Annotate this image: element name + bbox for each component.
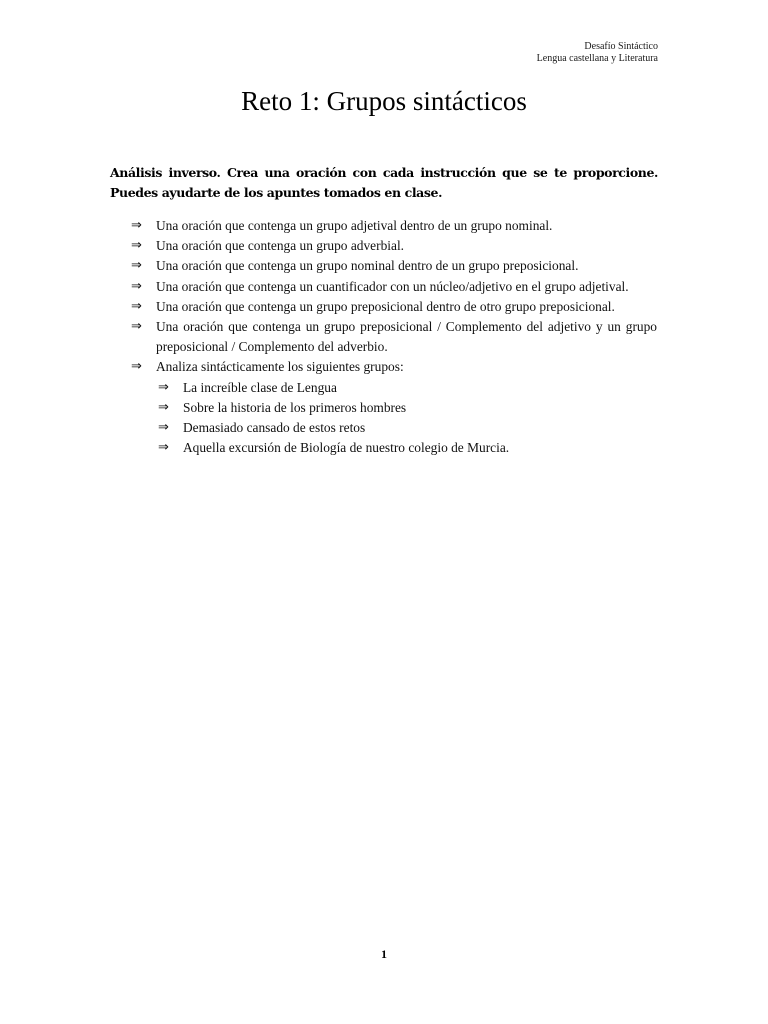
double-arrow-icon: ⇒ [131,359,142,375]
page-number: 1 [381,947,387,961]
running-header [537,41,658,65]
task-text: Una oración que contenga un grupo preposicional dentro de otro grupo preposicional. [156,298,615,314]
double-arrow-icon: ⇒ [131,218,142,233]
analysis-group-text: Demasiado cansado de estos retos [183,420,366,436]
double-arrow-icon: ⇒ [131,258,142,274]
task-text: Una oración que contenga un grupo adjetival dentro de un grupo nominal. [156,218,553,233]
double-arrow-icon: ⇒ [158,440,169,456]
double-arrow-icon: ⇒ [158,399,169,415]
double-arrow-icon: ⇒ [131,319,142,335]
analysis-group-list [156,378,657,459]
analysis-group-item [158,398,657,418]
header-course-title: Desafío Sintáctico [584,41,658,52]
task-text: Una oración que contenga un grupo nominal dentro de un grupo preposicional. [156,258,579,274]
analysis-group-item [158,378,657,398]
page-title: Reto 1: Grupos sintácticos [241,86,527,116]
task-item [131,256,657,276]
analysis-group-item [158,438,657,458]
double-arrow-icon: ⇒ [158,379,169,395]
double-arrow-icon: ⇒ [131,238,142,254]
double-arrow-icon: ⇒ [131,278,142,294]
task-text: Una oración que contenga un grupo preposicional / Complemento del adjetivo y un grupo preposicional / Complemento del adverbio. [156,319,657,355]
task-text: Una oración que contenga un cuantificador con un núcleo/adjetivo en el grupo adjetival. [156,278,629,294]
double-arrow-icon: ⇒ [158,420,169,436]
task-item [131,216,657,236]
task-item [131,357,657,458]
header-subject: Lengua castellana y Literatura [536,53,658,64]
analysis-group-item [158,418,657,438]
task-item [131,297,657,317]
task-text: Una oración que contenga un grupo adverbial. [156,238,405,254]
analysis-group-text: La increíble clase de Lengua [183,379,337,395]
double-arrow-icon: ⇒ [131,298,142,314]
task-item [131,317,657,357]
analysis-group-text: Aquella excursión de Biología de nuestro colegio de Murcia. [183,440,510,456]
task-list [131,216,657,458]
task-item [131,236,657,256]
instructions-paragraph: Análisis inverso. Crea una oración con cada instrucción que se te proporcione. Puedes ayudarte de los apuntes tomados en clase. [110,165,658,200]
task-item [131,277,657,297]
task-text: Analiza sintácticamente los siguientes grupos: [156,359,404,375]
analysis-group-text: Sobre la historia de los primeros hombres [183,399,407,415]
